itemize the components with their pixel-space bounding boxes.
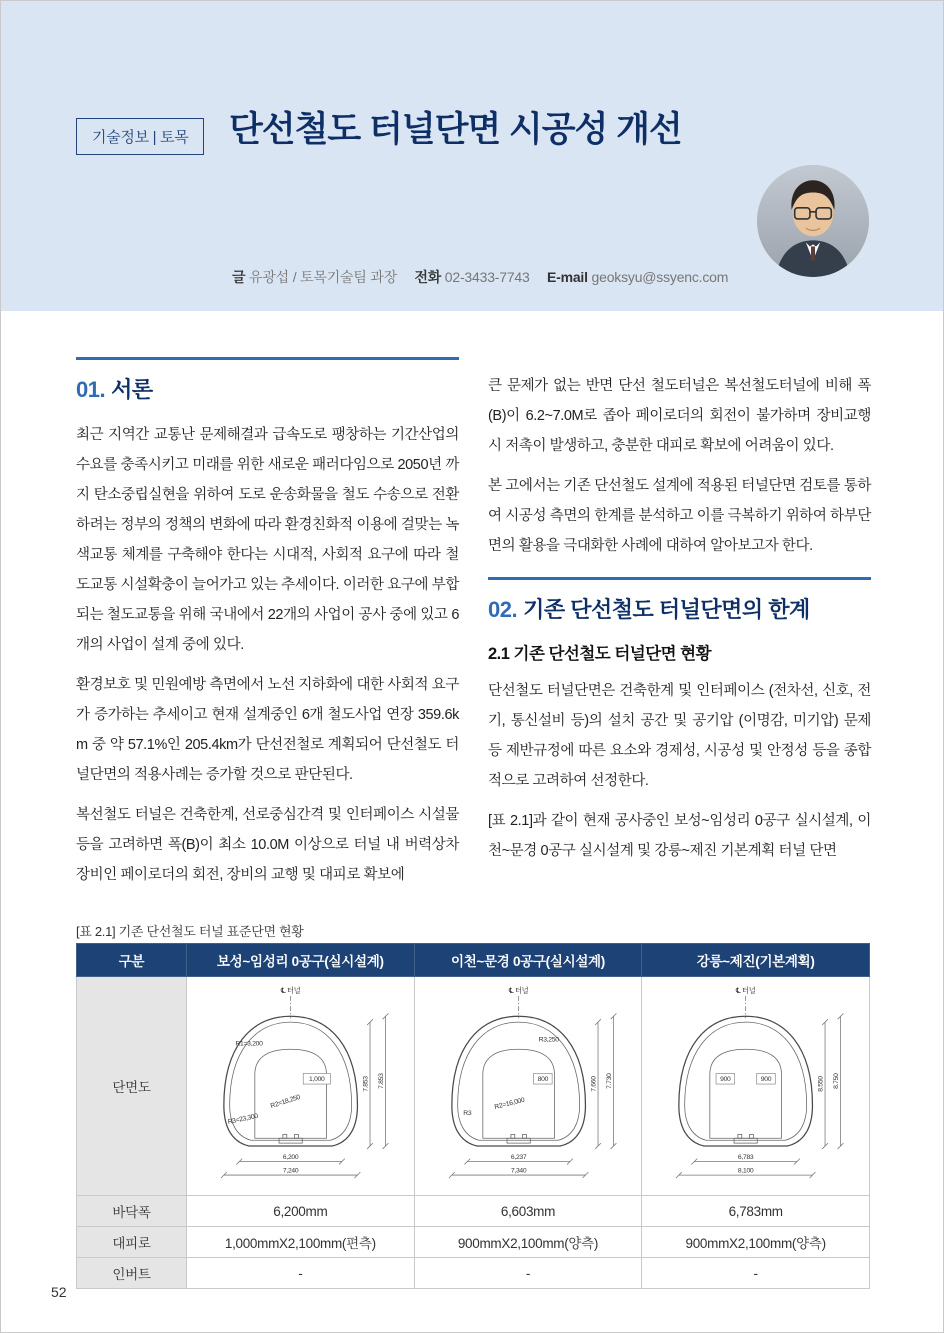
phone-value: 02-3433-7743 bbox=[444, 269, 530, 285]
intro-section bbox=[76, 357, 459, 900]
row-label: 대피로 bbox=[77, 1227, 187, 1258]
table-cell: 900mmX2,100mm(양측) bbox=[414, 1227, 642, 1258]
tunnel-diagram-cell bbox=[187, 977, 415, 1196]
paragraph: 환경보호 및 민원예방 측면에서 노선 지하화에 대한 사회적 요구가 증가하는 추세이고 현재 설계중인 6개 철도사업 연장 359.6km 중 약 57.1%인 205.4km가 단선전철로 계획되어 단선철도 터널단면의 적용사례는 증가할 것으로 판단된다. bbox=[76, 677, 459, 783]
table-header-cell: 강릉~제진(기본계획) bbox=[642, 944, 870, 977]
svg-text:R3,250: R3,250 bbox=[538, 1036, 559, 1044]
table-cell: 1,000mmX2,100mm(편측) bbox=[187, 1227, 415, 1258]
svg-text:R2=18,250: R2=18,250 bbox=[269, 1093, 302, 1111]
byline-author: 유광섭 / 토목기술팀 과장 bbox=[249, 269, 398, 285]
svg-text:6,237: 6,237 bbox=[510, 1154, 527, 1162]
svg-text:900: 900 bbox=[761, 1076, 772, 1084]
svg-text:R3=23,300: R3=23,300 bbox=[227, 1112, 259, 1126]
svg-text:7.853: 7.853 bbox=[378, 1073, 386, 1089]
section-01-number: 01. bbox=[76, 377, 106, 402]
table-caption: [표 2.1] 기존 단선철도 터널 표준단면 현황 bbox=[76, 924, 304, 939]
table-row-floor-width bbox=[77, 1196, 870, 1227]
section-02-title: 기존 단선철도 터널단면의 한계 bbox=[523, 597, 810, 622]
table-cell: - bbox=[642, 1258, 870, 1289]
svg-text:900: 900 bbox=[720, 1076, 731, 1084]
email-value: geoksyu@ssyenc.com bbox=[591, 269, 729, 285]
section-divider bbox=[488, 577, 871, 580]
paragraph: 본 고에서는 기존 단선철도 설계에 적용된 터널단면 검토를 통하여 시공성 측면의 한계를 분석하고 이를 극복하기 위하여 하부단면의 활용을 극대화한 사례에 대하여 알아보고자 한다. bbox=[488, 478, 871, 554]
svg-text:8.750: 8.750 bbox=[833, 1073, 841, 1089]
table-row-escape bbox=[77, 1227, 870, 1258]
table-header-cell: 구분 bbox=[77, 944, 187, 977]
section-divider bbox=[76, 357, 459, 360]
svg-text:7.660: 7.660 bbox=[590, 1076, 598, 1092]
tunnel-diagram-cell bbox=[414, 977, 642, 1196]
table-header-row bbox=[77, 944, 870, 977]
table-cell: 6,200mm bbox=[187, 1196, 415, 1227]
svg-text:800: 800 bbox=[537, 1076, 548, 1084]
table-row-invert bbox=[77, 1258, 870, 1289]
svg-text:6,200: 6,200 bbox=[282, 1154, 299, 1162]
standard-section-table bbox=[76, 943, 870, 1289]
row-label: 인버트 bbox=[77, 1258, 187, 1289]
table-cell: 900mmX2,100mm(양측) bbox=[642, 1227, 870, 1258]
paragraph: 최근 지역간 교통난 문제해결과 급속도로 팽창하는 기간산업의 수요를 충족시키고 미래를 위한 새로운 패러다임으로 2050년 까지 탄소중립실현을 위하여 도로 운송화물을 철도 수송으로 전환하려는 정부의 정책의 변화에 따라 환경친화적 이용에 걸맞는 녹색교통 체계를 구축해야 한다는 시대적, 사회적 요구에 따라 철도교통 시설확충이 늘어가고 있는 추세이다. 이러한 요구에 부합되는 철도교통을 위해 국내에서 22개의 사업이 공사 중에 있고 6개의 사업이 설계 중에 있다. bbox=[76, 427, 459, 653]
section-02-number: 02. bbox=[488, 597, 518, 622]
table-cell: 6,603mm bbox=[414, 1196, 642, 1227]
tunnel-diagram bbox=[189, 982, 412, 1190]
right-column bbox=[488, 371, 871, 876]
paragraph: [표 2.1]과 같이 현재 공사중인 보성~임성리 0공구 실시설계, 이천~문경 0공구 실시설계 및 강릉~제진 기본계획 터널 단면 bbox=[488, 813, 871, 859]
byline bbox=[232, 267, 728, 287]
table-header-cell: 보성~임성리 0공구(실시설계) bbox=[187, 944, 415, 977]
svg-text:R3: R3 bbox=[462, 1110, 472, 1118]
svg-text:R2=16,000: R2=16,000 bbox=[493, 1096, 525, 1112]
table-cell: - bbox=[414, 1258, 642, 1289]
table-cell: 6,783mm bbox=[642, 1196, 870, 1227]
svg-text:8,100: 8,100 bbox=[738, 1167, 754, 1175]
table-row-diagram bbox=[77, 977, 870, 1196]
svg-text:℄ 터널: ℄ 터널 bbox=[508, 986, 529, 996]
paragraph: 단선철도 터널단면은 건축한계 및 인터페이스 (전차선, 신호, 전기, 통신설비 등)의 설치 공간 및 공기압 (이명감, 미기압) 문제 등 제반규정에 따른 요소와 경제성, 시공성 및 안정성 등을 종합적으로 고려하여 선정한다. bbox=[488, 683, 871, 789]
section-01-heading bbox=[76, 373, 459, 404]
svg-text:7,340: 7,340 bbox=[510, 1167, 527, 1175]
category-label: 기술정보 | 토목 bbox=[76, 118, 204, 155]
svg-text:1,000: 1,000 bbox=[309, 1076, 325, 1084]
author-photo bbox=[757, 165, 869, 277]
section-02 bbox=[488, 577, 871, 866]
author-photo-illustration bbox=[757, 165, 869, 277]
phone-label: 전화 bbox=[414, 269, 442, 285]
email-label: E-mail bbox=[547, 269, 588, 285]
svg-text:7.730: 7.730 bbox=[605, 1073, 613, 1089]
header-band bbox=[1, 1, 943, 311]
subsection-2-1-title: 2.1 기존 단선철도 터널단면 현황 bbox=[488, 645, 712, 663]
tunnel-diagram bbox=[644, 982, 867, 1190]
section-01-title: 서론 bbox=[111, 377, 153, 402]
tunnel-diagram bbox=[417, 982, 640, 1190]
tunnel-diagram-cell bbox=[642, 977, 870, 1196]
page-title: 단선철도 터널단면 시공성 개선 bbox=[229, 110, 682, 149]
table-header-cell: 이천~문경 0공구(실시설계) bbox=[414, 944, 642, 977]
svg-text:7.853: 7.853 bbox=[362, 1076, 370, 1092]
byline-prefix: 글 bbox=[232, 269, 246, 285]
row-label: 바닥폭 bbox=[77, 1196, 187, 1227]
table-cell: - bbox=[187, 1258, 415, 1289]
svg-text:℄ 터널: ℄ 터널 bbox=[736, 986, 756, 996]
paragraph: 복선철도 터널은 건축한계, 선로중심간격 및 인터페이스 시설물 등을 고려하면 폭(B)이 최소 10.0M 이상으로 터널 내 버력상차 장비인 페이로더의 회전, 장비의 교행 및 대피로 확보에 bbox=[76, 807, 459, 883]
svg-text:6,783: 6,783 bbox=[738, 1154, 754, 1162]
svg-text:7,240: 7,240 bbox=[282, 1167, 299, 1175]
section-02-heading bbox=[488, 593, 871, 624]
paragraph: 큰 문제가 없는 반면 단선 철도터널은 복선철도터널에 비해 폭(B)이 6.2~7.0M로 좁아 페이로더의 회전이 불가하며 장비교행 시 저촉이 발생하고, 충분한 대피로 확보에 어려움이 있다. bbox=[488, 378, 871, 454]
svg-text:R1=3,200: R1=3,200 bbox=[235, 1040, 263, 1048]
svg-text:8.550: 8.550 bbox=[817, 1076, 825, 1092]
page-number: 52 bbox=[51, 1284, 67, 1300]
row-label: 단면도 bbox=[77, 977, 187, 1196]
svg-text:℄ 터널: ℄ 터널 bbox=[280, 986, 301, 996]
